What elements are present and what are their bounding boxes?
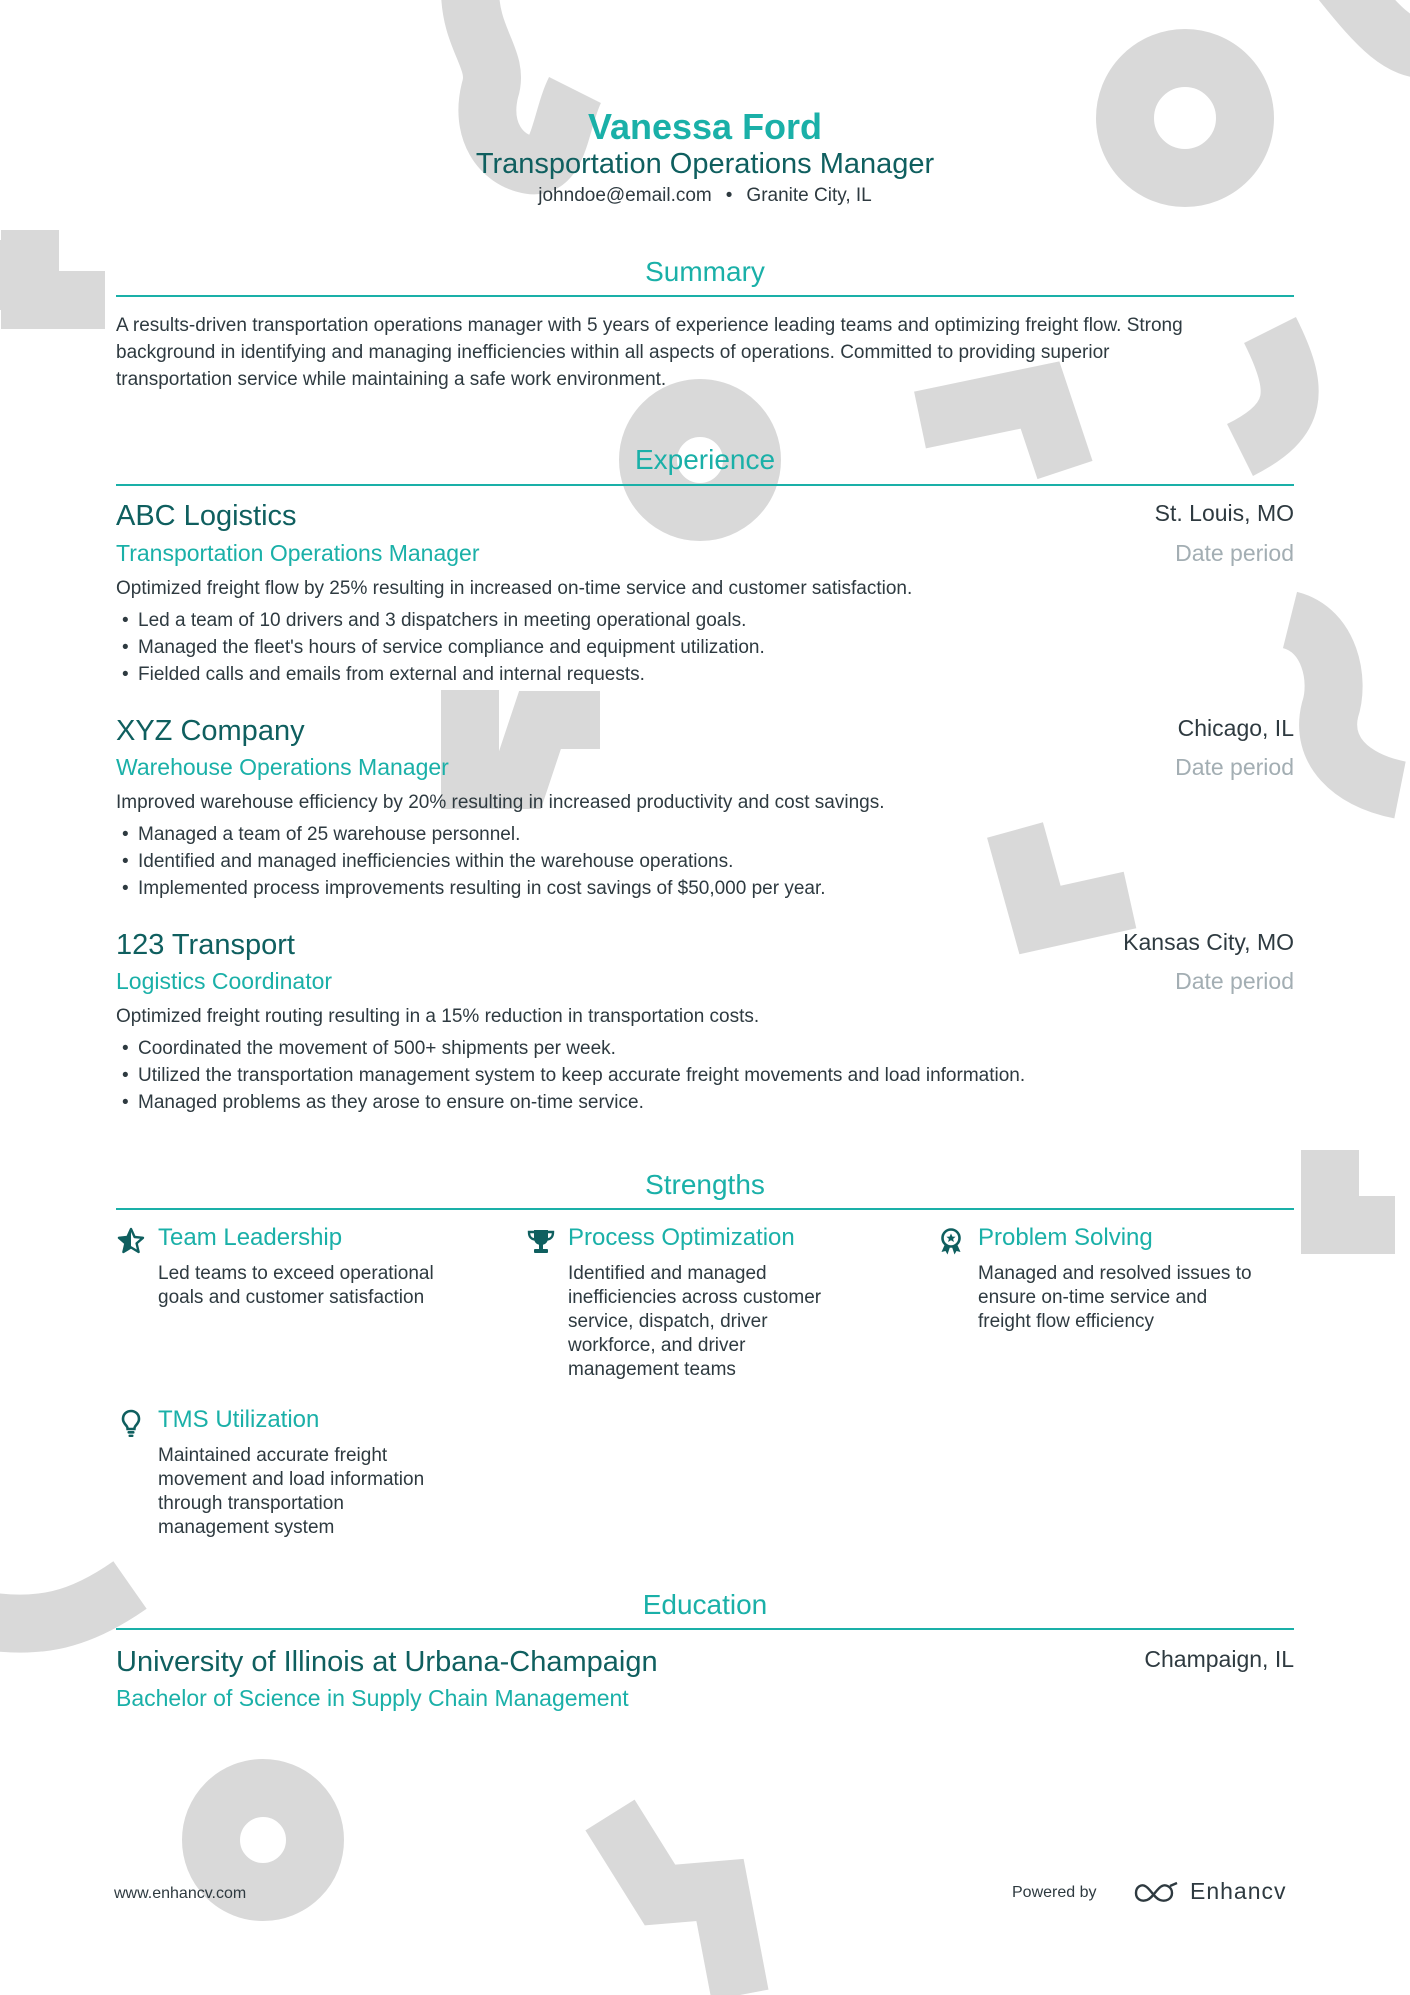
trophy-icon (526, 1226, 556, 1256)
education-heading: Education (642, 1589, 768, 1620)
job-location: Kansas City, MO (1123, 929, 1294, 955)
experience-divider (116, 484, 1294, 486)
strength-title: Problem Solving (978, 1224, 1153, 1251)
job-bullets (122, 1035, 1025, 1116)
strength-title: TMS Utilization (158, 1406, 320, 1433)
powered-by-text: Powered by (1012, 1884, 1097, 1901)
strength-line: goals and customer satisfaction (158, 1287, 425, 1308)
candidate-name: Vanessa Ford (587, 106, 823, 147)
bullet-item: • Implemented process improvements resulting in cost savings of $50,000 per year. (122, 875, 826, 902)
experience-heading: Experience (634, 444, 776, 475)
job-description: Optimized freight flow by 25% resulting in increased on-time service and customer satisfaction. (116, 578, 913, 599)
education-degree: Bachelor of Science in Supply Chain Management (116, 1685, 629, 1711)
job-bullets (122, 607, 765, 688)
summary-divider (116, 295, 1294, 297)
strength-line: management system (158, 1517, 335, 1538)
job-role: Transportation Operations Manager (116, 540, 480, 566)
strength-line: ensure on-time service and (978, 1287, 1208, 1308)
bullet-item: • Managed a team of 25 warehouse personnel. (122, 821, 826, 848)
summary-text (116, 312, 1296, 393)
strength-line: inefficiencies across customer (568, 1287, 822, 1308)
lightbulb-icon (116, 1408, 146, 1438)
award-badge-icon (936, 1226, 966, 1256)
strength-line: Identified and managed (568, 1263, 767, 1284)
job-company: 123 Transport (116, 929, 295, 961)
enhancv-logo-icon (1132, 1880, 1180, 1906)
job-date: Date period (1175, 754, 1294, 780)
job-date: Date period (1175, 540, 1294, 566)
contact-separator: • (725, 185, 733, 206)
strength-description (568, 1262, 888, 1382)
email-link[interactable]: johndoe@email.com (538, 185, 712, 206)
footer-website-link[interactable]: www.enhancv.com (114, 1885, 247, 1902)
job-date: Date period (1175, 968, 1294, 994)
summary-heading: Summary (645, 256, 765, 287)
strength-line: movement and load information (158, 1469, 425, 1490)
bullet-item: • Utilized the transportation management system to keep accurate freight movements and load information. (122, 1062, 1025, 1089)
job-description: Optimized freight routing resulting in a 15% reduction in transportation costs. (116, 1006, 760, 1027)
education-location: Champaign, IL (1144, 1646, 1294, 1672)
education-school: University of Illinois at Urbana-Champaign (116, 1646, 658, 1678)
strength-description (158, 1444, 478, 1540)
candidate-title: Transportation Operations Manager (475, 148, 935, 180)
strength-line: management teams (568, 1359, 736, 1380)
strength-line: Led teams to exceed operational (158, 1263, 434, 1284)
contact-line (0, 185, 1410, 207)
strength-line: through transportation (158, 1493, 344, 1514)
summary-line: A results-driven transportation operations manager with 5 years of experience leading teams and optimizing freight flow. Strong (116, 315, 1183, 336)
summary-line: transportation service while maintaining a safe work environment. (116, 369, 667, 390)
enhancv-brand-text[interactable]: Enhancv (1190, 1878, 1287, 1904)
job-location: St. Louis, MO (1154, 500, 1294, 526)
job-company: XYZ Company (116, 715, 305, 747)
job-role: Logistics Coordinator (116, 968, 333, 994)
bullet-item: • Fielded calls and emails from external and internal requests. (122, 661, 765, 688)
strength-line: workforce, and driver (568, 1335, 746, 1356)
job-bullets (122, 821, 826, 902)
strengths-divider (116, 1208, 1294, 1210)
bullet-item: • Identified and managed inefficiencies within the warehouse operations. (122, 848, 826, 875)
bullet-item: • Led a team of 10 drivers and 3 dispatchers in meeting operational goals. (122, 607, 765, 634)
job-description: Improved warehouse efficiency by 20% resulting in increased productivity and cost savings. (116, 792, 885, 813)
strengths-heading: Strengths (645, 1169, 765, 1200)
strength-description (978, 1262, 1298, 1334)
strength-line: service, dispatch, driver (568, 1311, 768, 1332)
strength-title: Team Leadership (158, 1224, 343, 1251)
star-icon (116, 1226, 146, 1256)
bullet-item: • Coordinated the movement of 500+ shipments per week. (122, 1035, 1025, 1062)
summary-line: background in identifying and managing inefficiencies within all aspects of operations. Committed to providing superior (116, 342, 1110, 363)
bullet-item: • Managed the fleet's hours of service compliance and equipment utilization. (122, 634, 765, 661)
strength-line: Maintained accurate freight (158, 1445, 388, 1466)
job-location: Chicago, IL (1177, 715, 1294, 741)
job-company: ABC Logistics (116, 500, 297, 532)
bullet-item: • Managed problems as they arose to ensure on-time service. (122, 1089, 1025, 1116)
education-divider (116, 1628, 1294, 1630)
strength-line: Managed and resolved issues to (978, 1263, 1252, 1284)
location-text: Granite City, IL (746, 185, 872, 206)
strength-title: Process Optimization (568, 1224, 795, 1251)
strength-description (158, 1262, 478, 1310)
strength-line: freight flow efficiency (978, 1311, 1155, 1332)
job-role: Warehouse Operations Manager (116, 754, 449, 780)
